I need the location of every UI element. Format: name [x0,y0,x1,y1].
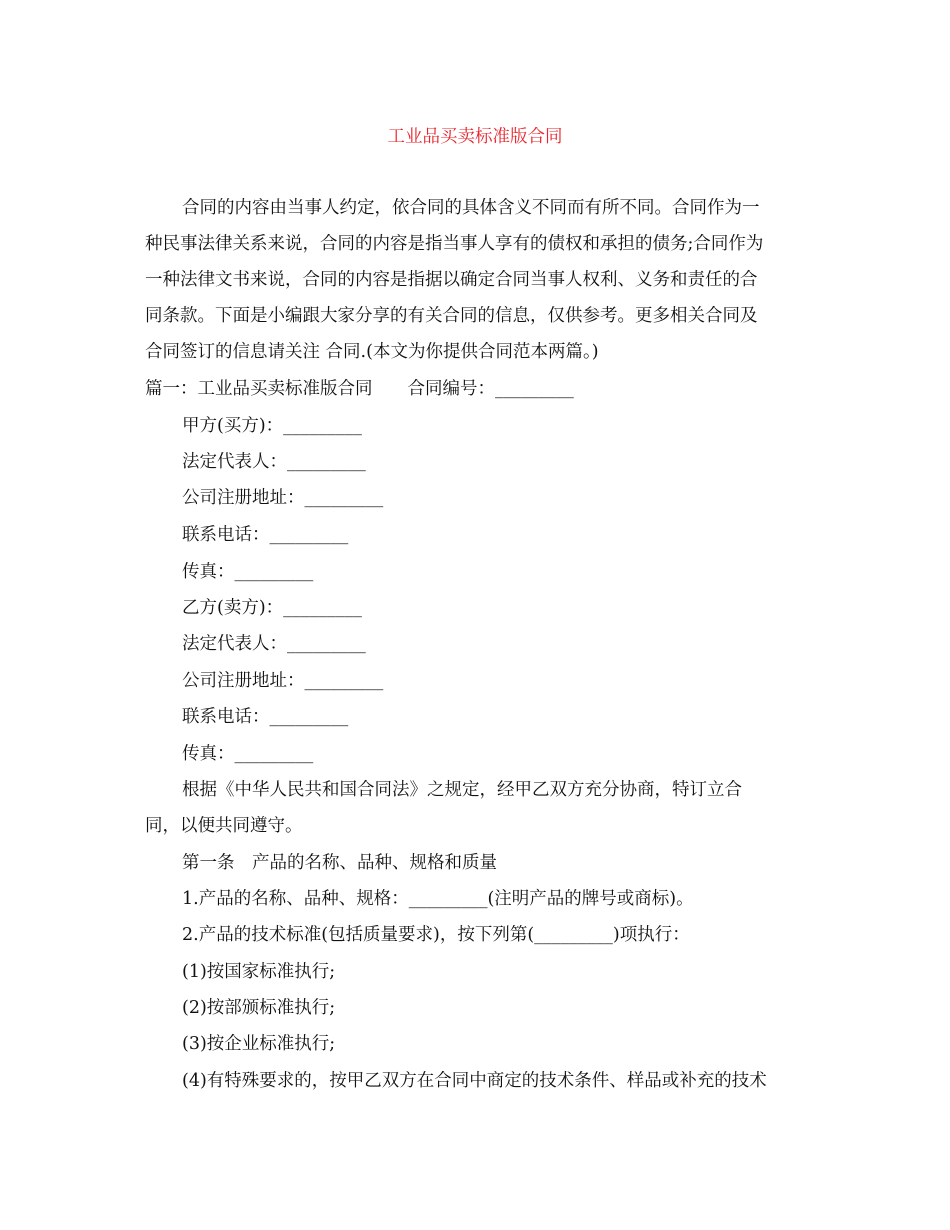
party-b-field: 乙方(卖方)：_________ [182,598,362,618]
basis-line-1: 根据《中华人民共和国合同法》之规定，经甲乙双方充分协商，特订立合 [182,780,742,800]
intro-line-4: 同条款。下面是小编跟大家分享的有关合同的信息，仅供参考。更多相关合同及 [145,306,758,326]
party-a-address: 公司注册地址：_________ [182,488,384,508]
intro-line-1: 合同的内容由当事人约定，依合同的具体含义不同而有所不同。合同作为一 [182,198,760,218]
clause-2: 2.产品的技术标准(包括质量要求)，按下列第(_________)项执行： [182,925,690,945]
intro-line-2: 种民事法律关系来说，合同的内容是指当事人享有的债权和承担的债务;合同作为 [145,234,764,254]
clause-1: 1.产品的名称、品种、规格：_________(注明产品的牌号或商标)。 [182,889,694,909]
clause-2-option-4: (4)有特殊要求的，按甲乙双方在合同中商定的技术条件、样品或补充的技术 [182,1071,767,1091]
basis-line-2: 同，以便共同遵守。 [145,816,303,836]
party-b-fax: 传真：_________ [182,744,314,764]
party-b-phone: 联系电话：_________ [182,707,349,727]
clause-2-option-1: (1)按国家标准执行; [182,962,336,982]
party-b-representative: 法定代表人：_________ [182,634,366,654]
clause-2-option-2: (2)按部颁标准执行; [182,998,336,1018]
party-a-fax: 传真：_________ [182,562,314,582]
section-heading: 篇一：工业品买卖标准版合同 合同编号：_________ [145,379,574,399]
party-a-phone: 联系电话：_________ [182,525,349,545]
intro-line-3: 一种法律文书来说，合同的内容是指据以确定合同当事人权利、义务和责任的合 [145,270,758,290]
party-b-address: 公司注册地址：_________ [182,671,384,691]
clause-2-option-3: (3)按企业标准执行; [182,1034,336,1054]
document-title: 工业品买卖标准版合同 [387,127,563,147]
party-a-representative: 法定代表人：_________ [182,452,366,472]
intro-line-5: 合同签订的信息请关注 合同.(本文为你提供合同范本两篇。) [145,342,599,362]
party-a-field: 甲方(买方)：_________ [182,416,362,436]
article-one-heading: 第一条 产品的名称、品种、规格和质量 [182,853,497,873]
